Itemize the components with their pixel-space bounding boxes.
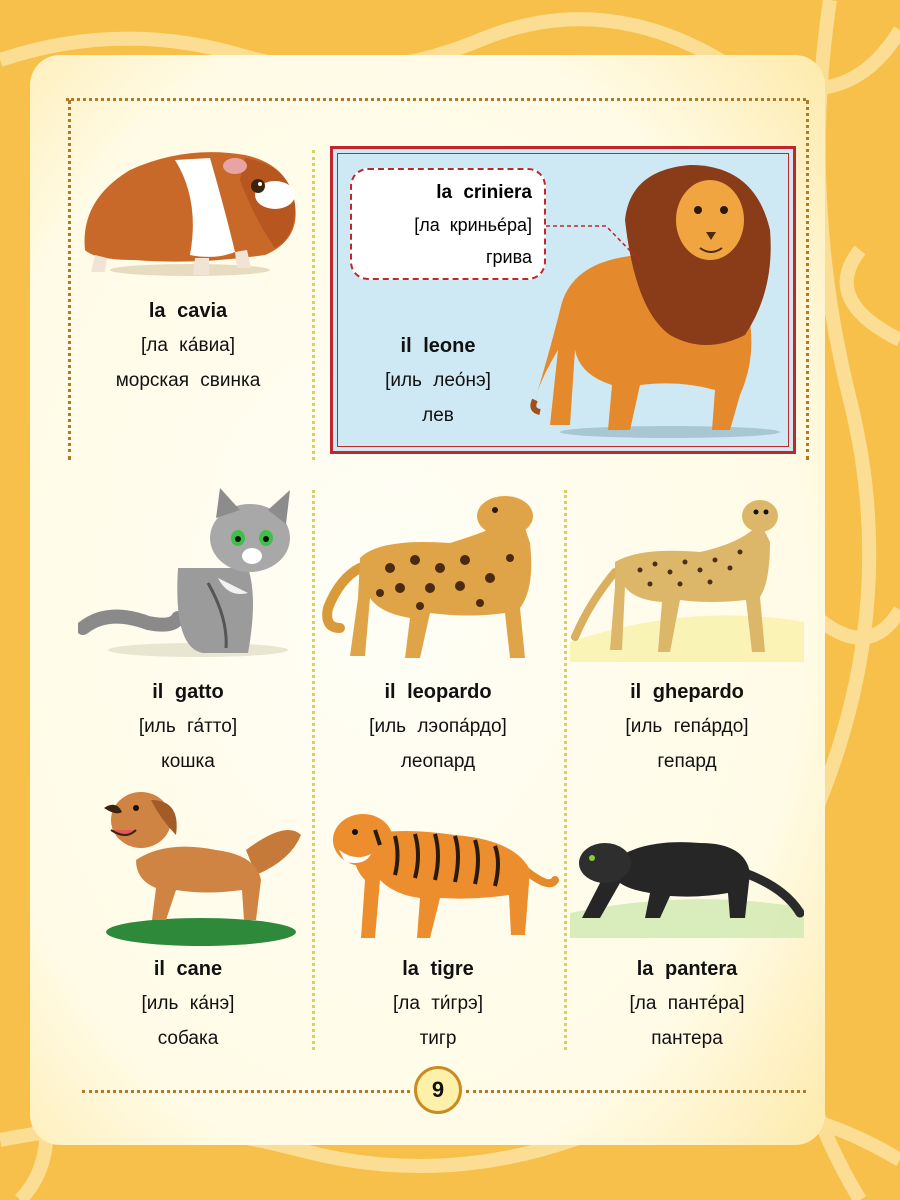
entry-tigre [320, 958, 556, 1050]
entry-pantera [570, 958, 804, 1050]
transcription: [иль лэопа́рдо] [369, 716, 507, 737]
guinea-pig-illustration [75, 140, 305, 280]
translation: собака [157, 1028, 219, 1049]
transcription: [иль лео́нэ] [385, 370, 491, 391]
top-dotted-divider [66, 98, 806, 101]
left-dotted-border [68, 100, 71, 460]
leopard-illustration [320, 488, 556, 664]
italian-word: il cane [153, 958, 223, 980]
italian-word: la criniera [436, 182, 532, 203]
callout-connector-line [546, 220, 646, 270]
entry-cane [76, 958, 300, 1050]
bottom-dotted-divider-right [466, 1090, 806, 1093]
transcription: [иль ка́нэ] [141, 993, 235, 1014]
transcription: [ла ти́грэ] [393, 993, 483, 1014]
column-divider-right [564, 490, 567, 1050]
translation: морская свинка [115, 370, 261, 391]
entry-ghepardo [570, 681, 804, 773]
italian-word: la tigre [402, 958, 474, 980]
translation: кошка [161, 751, 215, 772]
italian-word: il ghepardo [630, 681, 744, 703]
italian-word: la cavia [148, 300, 228, 322]
entry-leopardo [320, 681, 556, 773]
transcription: [ла панте́ра] [629, 993, 745, 1014]
transcription: [ла ка́виа] [140, 335, 236, 356]
tiger-illustration [325, 800, 559, 945]
dog-illustration [96, 780, 304, 950]
right-dotted-border [806, 100, 809, 460]
translation: лев [422, 405, 454, 426]
translation: леопард [400, 751, 476, 772]
page-number: 9 [414, 1066, 462, 1114]
bottom-dotted-divider-left [82, 1090, 410, 1093]
transcription: [ла криньéра] [414, 215, 532, 235]
italian-word: il leopardo [384, 681, 492, 703]
entry-cavia [76, 300, 300, 392]
translation: пантера [651, 1028, 723, 1049]
transcription: [иль га́тто] [138, 716, 238, 737]
translation: тигр [419, 1028, 457, 1049]
cheetah-illustration [570, 492, 804, 662]
translation: грива [485, 247, 532, 267]
italian-word: il leone [400, 335, 476, 357]
entry-gatto [76, 681, 300, 773]
callout-criniera [350, 168, 546, 280]
column-divider-left [312, 490, 315, 1050]
lion-illustration [530, 160, 792, 442]
panther-illustration [570, 818, 804, 938]
italian-word: la pantera [636, 958, 738, 980]
cat-illustration [78, 488, 306, 660]
column-divider-top [312, 150, 315, 460]
translation: гепард [657, 751, 717, 772]
italian-word: il gatto [152, 681, 224, 703]
transcription: [иль гепа́рдо] [625, 716, 749, 737]
entry-leone [350, 335, 526, 427]
